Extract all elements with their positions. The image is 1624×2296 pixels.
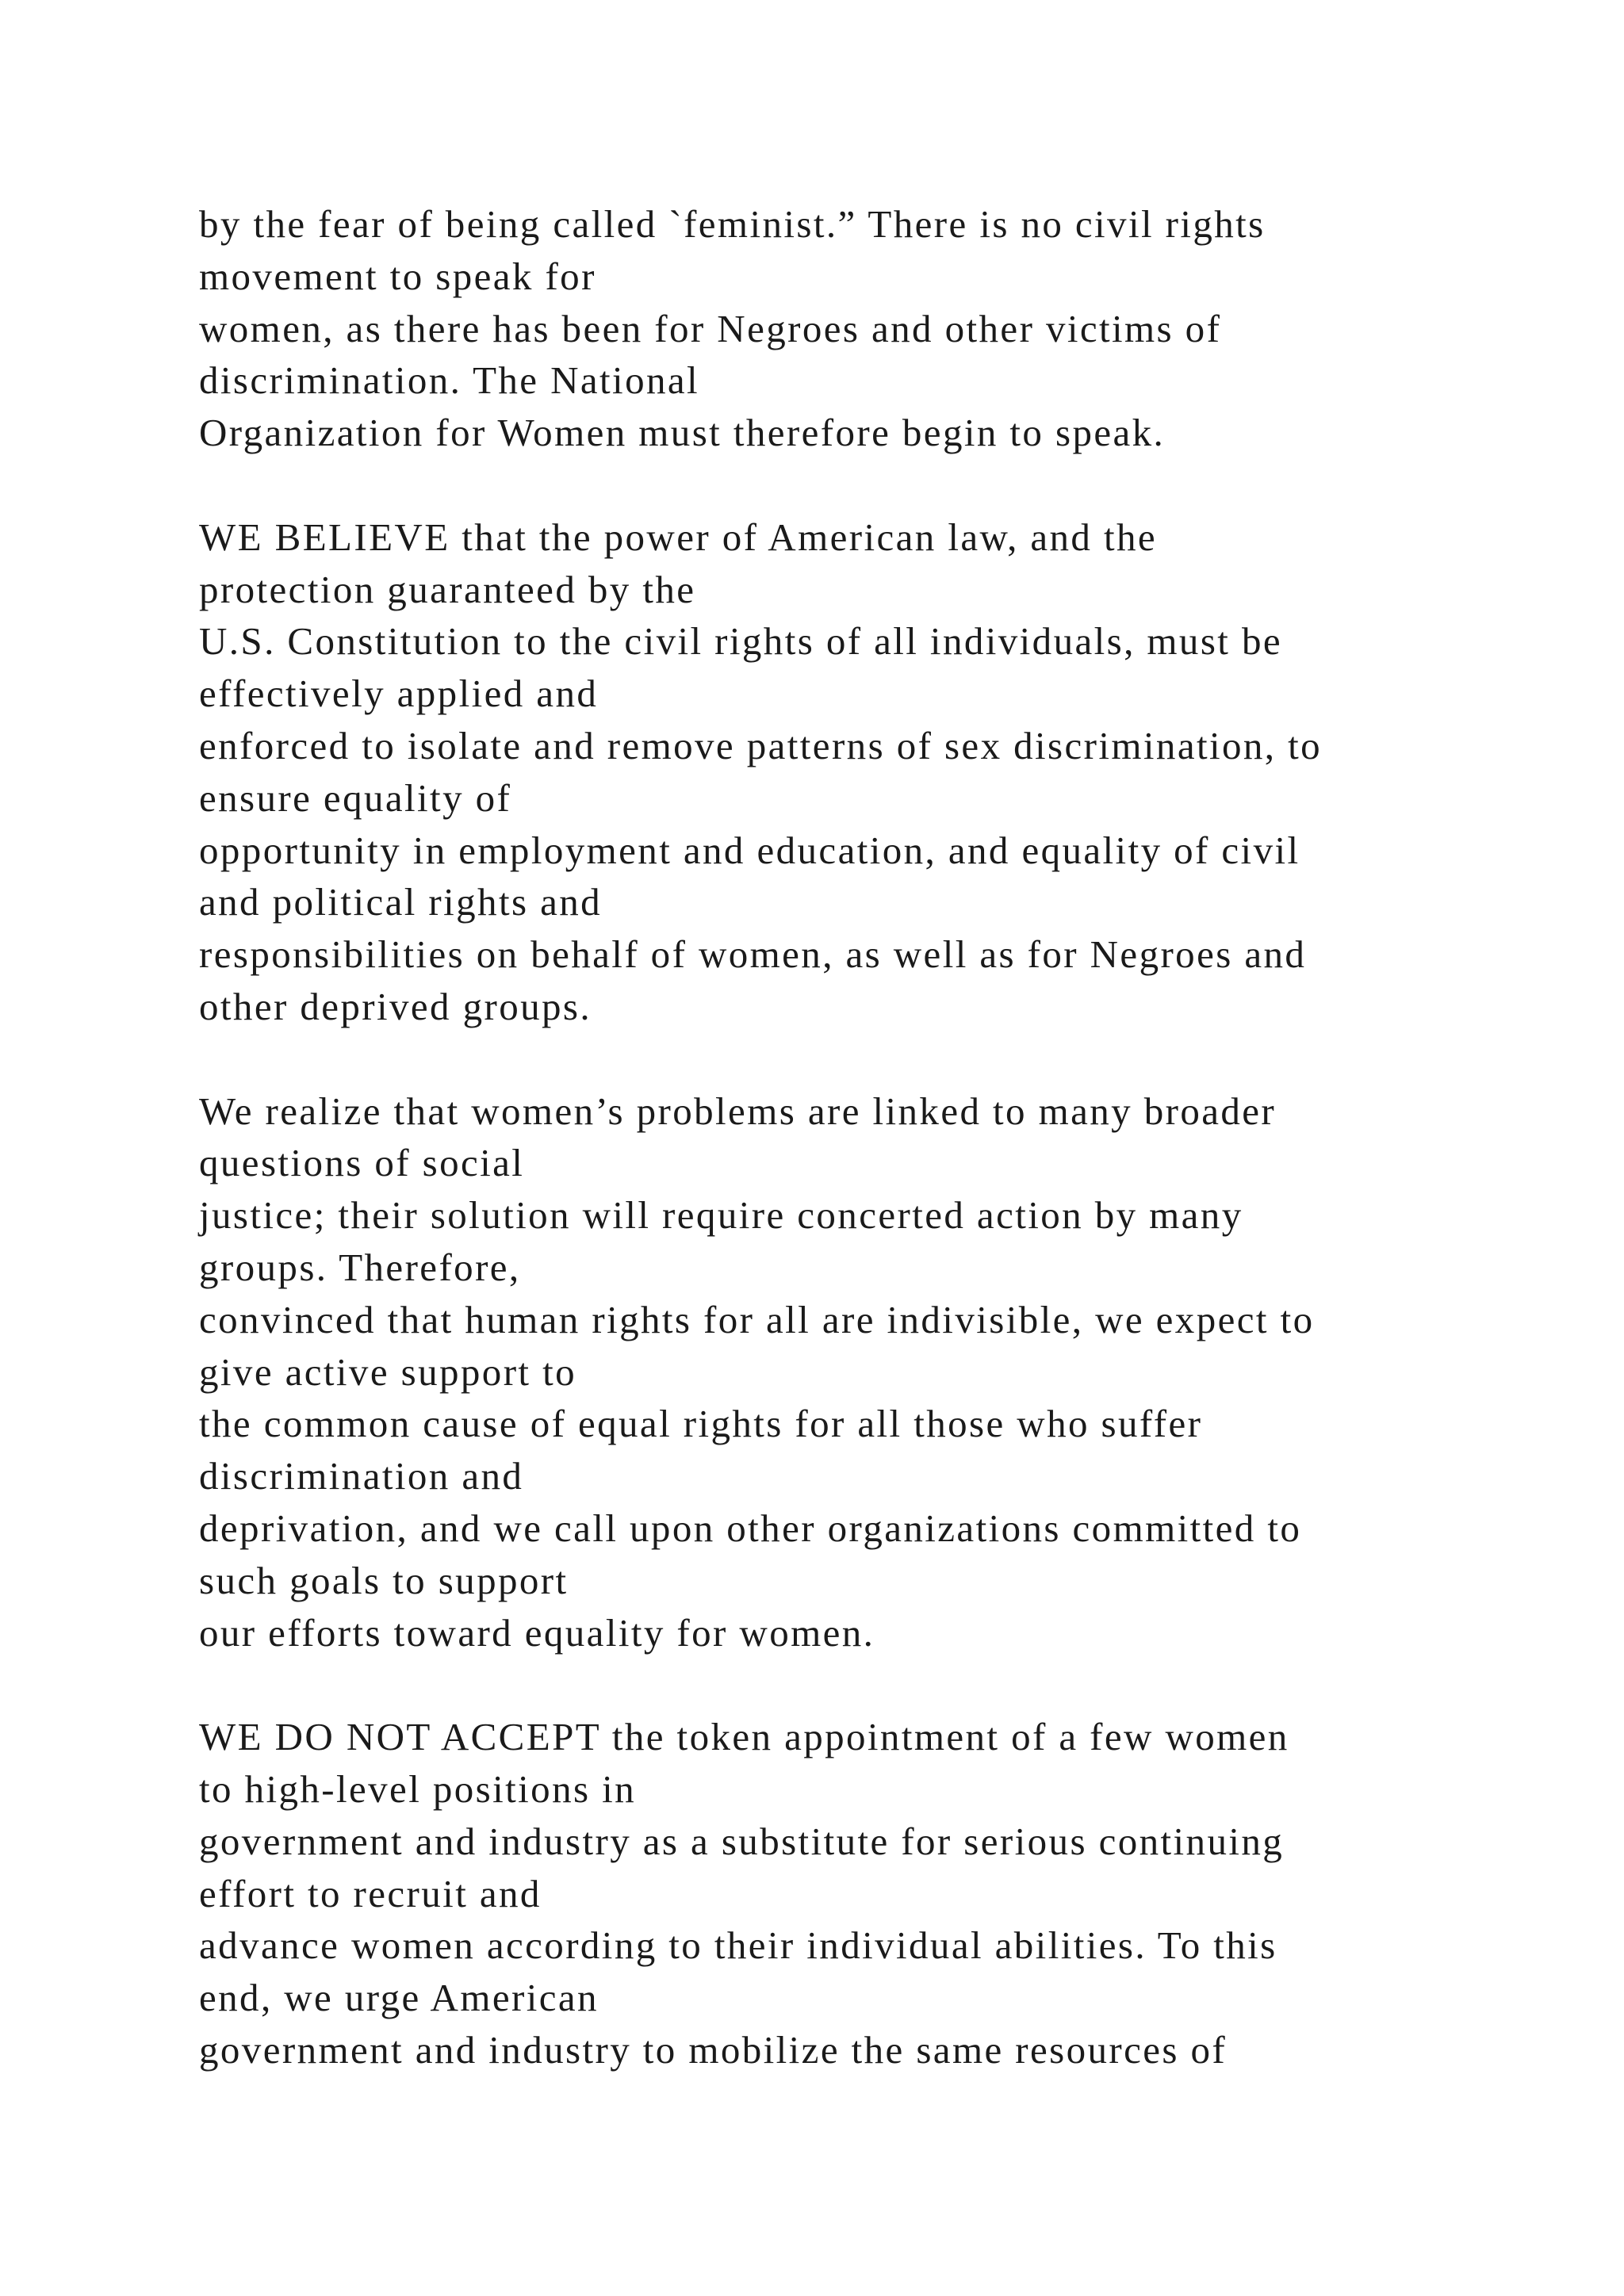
text-line: to high-level positions in xyxy=(199,1766,637,1811)
text-line: movement to speak for xyxy=(199,254,596,298)
text-line: effectively applied and xyxy=(199,672,599,716)
text-line: such goals to support xyxy=(199,1558,569,1602)
document-body xyxy=(199,198,1595,2076)
paragraph-3 xyxy=(199,1085,1595,1659)
text-line: the common cause of equal rights for all those who suffer xyxy=(199,1402,1203,1446)
text-line: WE DO NOT ACCEPT the token appointment of a few women xyxy=(199,1715,1289,1759)
paragraph-2 xyxy=(199,511,1595,1033)
text-line: protection guaranteed by the xyxy=(199,567,696,611)
text-line: government and industry as a substitute for serious continuing xyxy=(199,1819,1285,1863)
text-line: end, we urge American xyxy=(199,1976,599,2020)
text-line: discrimination and xyxy=(199,1454,524,1498)
text-line: discrimination. The National xyxy=(199,358,700,403)
text-line: WE BELIEVE that the power of American law, and the xyxy=(199,515,1158,559)
text-line: government and industry to mobilize the same resources of xyxy=(199,2027,1228,2072)
text-line: U.S. Constitution to the civil rights of all individuals, must be xyxy=(199,619,1282,664)
text-line: ensure equality of xyxy=(199,775,512,820)
paragraph-spacer xyxy=(199,1033,1595,1085)
paragraph-spacer xyxy=(199,459,1595,511)
text-line: effort to recruit and xyxy=(199,1871,542,1915)
text-line: questions of social xyxy=(199,1141,525,1185)
paragraph-1 xyxy=(199,198,1595,459)
text-line: opportunity in employment and education, and equality of civil xyxy=(199,828,1300,872)
text-line: our efforts toward equality for women. xyxy=(199,1610,875,1655)
text-line: women, as there has been for Negroes and other victims of xyxy=(199,306,1222,350)
text-line: advance women according to their individual abilities. To this xyxy=(199,1923,1277,1968)
text-line: convinced that human rights for all are indivisible, we expect to xyxy=(199,1297,1315,1341)
text-line: justice; their solution will require concerted action by many xyxy=(199,1193,1243,1238)
text-line: groups. Therefore, xyxy=(199,1245,521,1289)
text-line: give active support to xyxy=(199,1349,576,1394)
text-line: We realize that women’s problems are linked to many broader xyxy=(199,1089,1277,1133)
text-line: and political rights and xyxy=(199,880,603,924)
text-line: responsibilities on behalf of women, as well as for Negroes and xyxy=(199,932,1307,977)
paragraph-spacer xyxy=(199,1659,1595,1711)
paragraph-4 xyxy=(199,1711,1595,2076)
text-line: other deprived groups. xyxy=(199,984,592,1028)
text-line: by the fear of being called `feminist.” There is no civil rights xyxy=(199,202,1266,246)
text-line: deprivation, and we call upon other organizations committed to xyxy=(199,1506,1302,1550)
text-line: Organization for Women must therefore begin to speak. xyxy=(199,411,1166,455)
text-line: enforced to isolate and remove patterns of sex discrimination, to xyxy=(199,723,1323,767)
